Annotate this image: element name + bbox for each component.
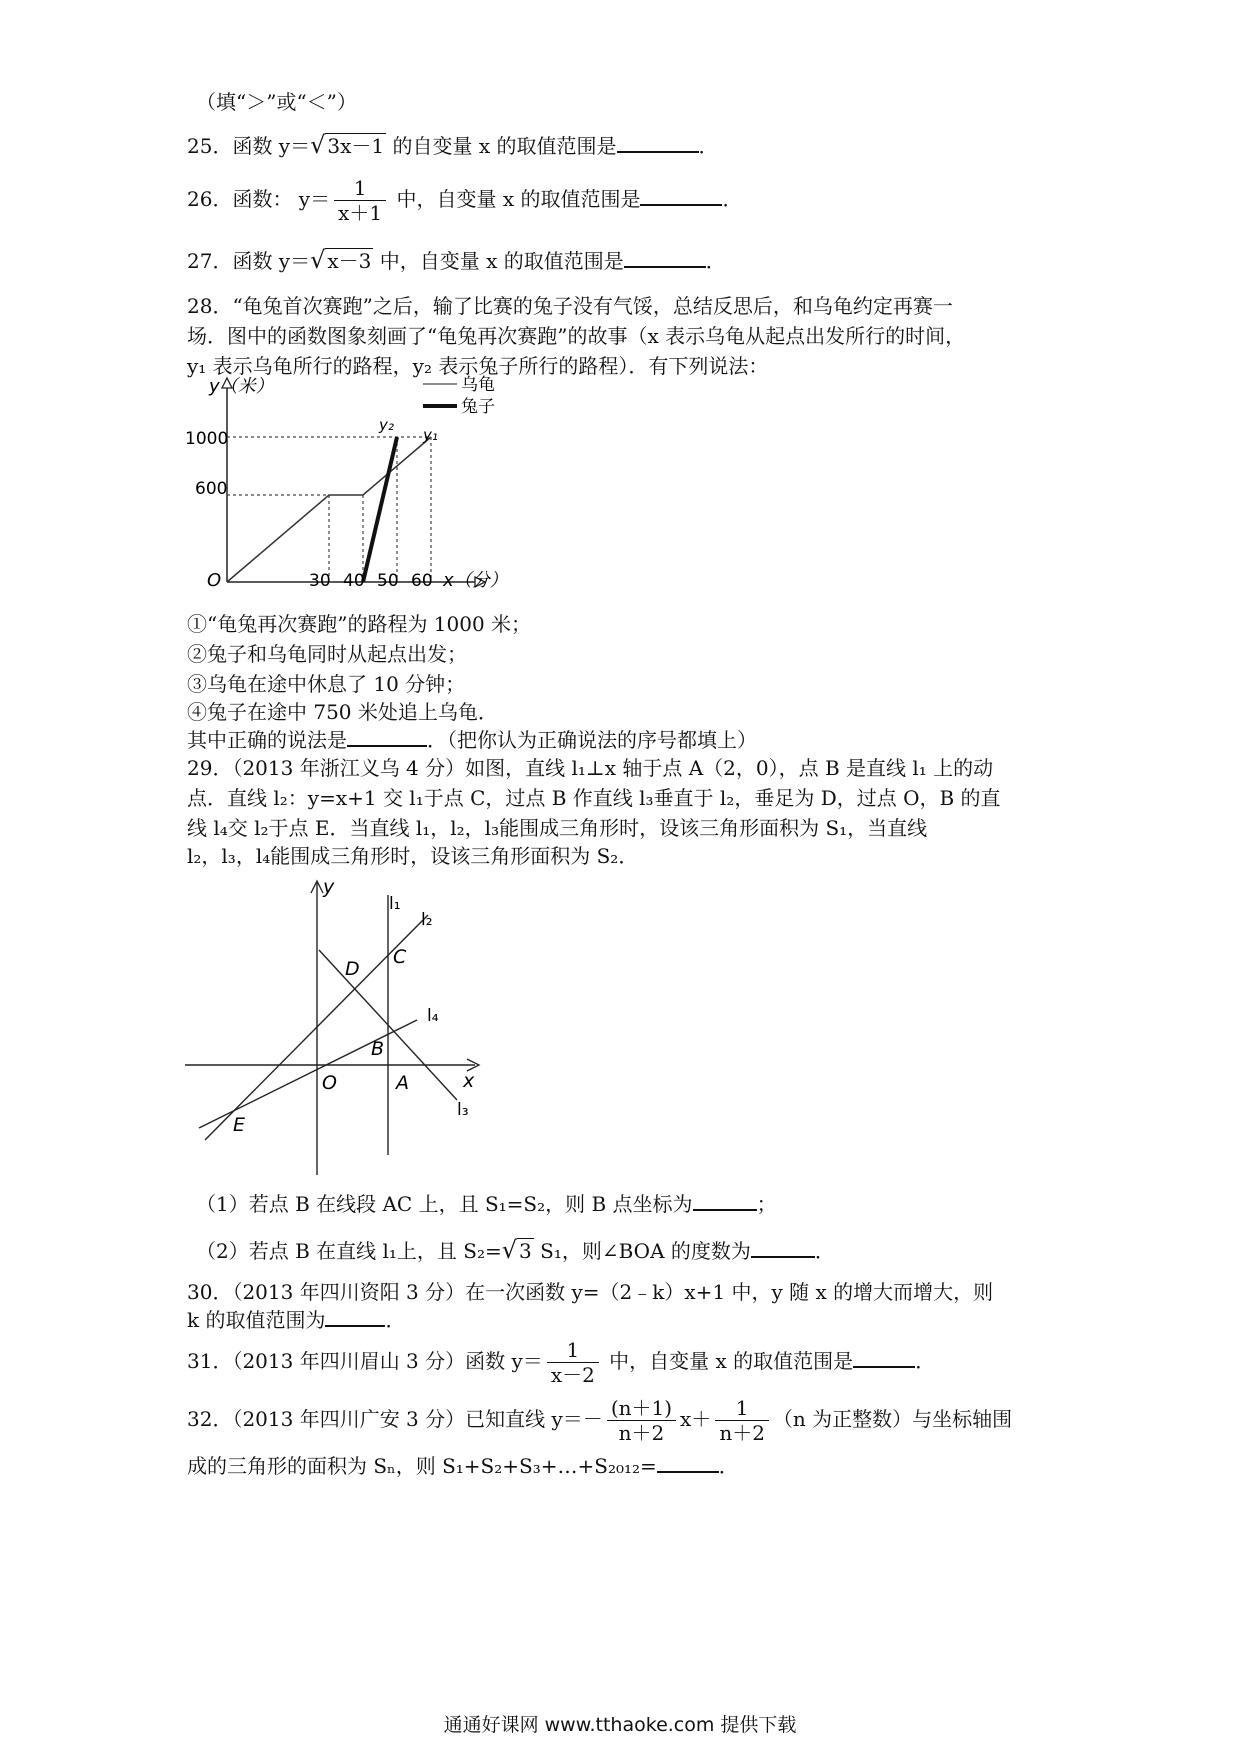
q32-fraction-1 bbox=[607, 1396, 676, 1445]
x-tick-30: 30 bbox=[309, 571, 331, 591]
label-l4: l₄ bbox=[427, 1006, 439, 1026]
q28-ask-post: ．（把你认为正确说法的序号都填上） bbox=[427, 728, 757, 752]
label-C: C bbox=[393, 946, 407, 968]
q28-statement-4: ④兔子在途中 750 米处追上乌龟． bbox=[187, 700, 498, 724]
q26-number: 26． bbox=[187, 187, 233, 211]
q32-f2-den: n＋2 bbox=[719, 1421, 765, 1445]
q26-frac-den: x＋1 bbox=[338, 201, 383, 225]
q25-pre: 函数 y＝ bbox=[232, 134, 311, 158]
q30-answer-blank[interactable] bbox=[325, 1307, 385, 1327]
q32-post: （n 为正整数）与坐标轴围 bbox=[772, 1407, 1013, 1431]
q27-number: 27． bbox=[187, 249, 233, 273]
x-tick-50: 50 bbox=[377, 571, 399, 591]
q29-p1-post: ； bbox=[756, 1192, 777, 1216]
q30-line1: 30．（2013 年四川资阳 3 分）在一次函数 y=（2﹣k）x+1 中，y 随 x 的增大而增大，则 bbox=[187, 1280, 994, 1304]
q28-line1: 28．“龟兔首次赛跑”之后，输了比赛的兔子没有气馁，总结反思后，和乌龟约定再赛一 bbox=[187, 294, 953, 318]
q31-pre: 31．（2013 年四川眉山 3 分）函数 y＝ bbox=[187, 1349, 543, 1373]
q29-part2 bbox=[196, 1236, 835, 1265]
rabbit-line-y2 bbox=[363, 437, 397, 582]
label-x: x bbox=[463, 1070, 475, 1092]
question-26 bbox=[187, 176, 742, 225]
q32-line2-post: ． bbox=[718, 1454, 739, 1478]
q31-post: 中，自变量 x 的取值范围是 bbox=[602, 1349, 854, 1373]
legend-turtle: 乌龟 bbox=[461, 375, 495, 395]
legend-rabbit: 兔子 bbox=[461, 397, 495, 417]
x-tick-40: 40 bbox=[343, 571, 365, 591]
question-25 bbox=[187, 131, 719, 160]
x-tick-60: 60 bbox=[411, 571, 433, 591]
q32-line2-pre: 成的三角形的面积为 Sₙ，则 S₁+S₂+S₃+…+S₂₀₁₂= bbox=[187, 1454, 657, 1478]
q29-p1-answer-blank[interactable] bbox=[693, 1191, 757, 1211]
label-l3: l₃ bbox=[457, 1100, 469, 1120]
q27-radicand: x－3 bbox=[327, 249, 372, 273]
x-axis-label: x（分） bbox=[443, 570, 508, 591]
q28-ask bbox=[187, 726, 757, 754]
q27-post: 中，自变量 x 的取值范围是 bbox=[373, 249, 624, 273]
label-E: E bbox=[233, 1114, 246, 1136]
q29-line4: l₂，l₃，l₄能围成三角形时，设该三角形面积为 S₂． bbox=[187, 844, 639, 868]
sqrt-sign: √ bbox=[501, 1236, 518, 1264]
q29-p2-radicand: 3 bbox=[519, 1239, 532, 1263]
q29-line2: 点．直线 l₂：y=x+1 交 l₁于点 C，过点 B 作直线 l₃垂直于 l₂，垂足为 D，过点 O，B 的直 bbox=[187, 786, 1001, 810]
label-l1: l₁ bbox=[389, 894, 401, 914]
sqrt-sign: √ bbox=[310, 246, 326, 274]
question-32 bbox=[187, 1396, 1012, 1445]
q31-frac-den: x－2 bbox=[550, 1363, 595, 1387]
question-27 bbox=[187, 246, 726, 275]
q29-p2-answer-blank[interactable] bbox=[751, 1238, 815, 1258]
race-graph bbox=[185, 370, 565, 605]
y2-label: y₂ bbox=[379, 416, 394, 434]
q29-line3: 线 l₄交 l₂于点 E．当直线 l₁，l₂，l₃能围成三角形时，设该三角形面积为 S₁，当直线 bbox=[187, 816, 928, 840]
q32-f1-num: (n＋1) bbox=[607, 1396, 676, 1421]
q32-answer-blank[interactable] bbox=[657, 1453, 719, 1473]
q28-statement-2: ②兔子和乌龟同时从起点出发； bbox=[187, 642, 467, 666]
q27-pre: 函数 y＝ bbox=[232, 249, 311, 273]
q30-line2 bbox=[187, 1306, 405, 1334]
q28-answer-blank[interactable] bbox=[347, 727, 427, 747]
q28-statement-1: ①“龟兔再次赛跑”的路程为 1000 米； bbox=[187, 612, 532, 636]
q31-frac-num: 1 bbox=[547, 1338, 599, 1363]
q28-line2: 场．图中的函数图象刻画了“龟兔再次赛跑”的故事（x 表示乌龟从起点出发所行的时间， bbox=[187, 324, 966, 348]
q31-fraction bbox=[547, 1338, 599, 1387]
q26-post: 中，自变量 x 的取值范围是 bbox=[390, 187, 641, 211]
q25-answer-blank[interactable] bbox=[617, 133, 699, 153]
q31-answer-blank[interactable] bbox=[853, 1348, 915, 1368]
lines-figure bbox=[185, 875, 495, 1180]
q26-end: ． bbox=[722, 187, 743, 211]
q32-f2-num: 1 bbox=[715, 1396, 769, 1421]
label-A: A bbox=[396, 1072, 409, 1094]
q30-line2-post: ． bbox=[385, 1308, 406, 1332]
question-31 bbox=[187, 1338, 935, 1387]
q25-number: 25． bbox=[187, 134, 233, 158]
label-O: O bbox=[322, 1072, 337, 1094]
q29-part1 bbox=[196, 1190, 777, 1218]
guide-lines bbox=[227, 437, 431, 582]
q32-f1-den: n＋2 bbox=[618, 1421, 665, 1445]
q29-p2-post: S₁，则∠BOA 的度数为 bbox=[533, 1239, 751, 1263]
sqrt-sign: √ bbox=[310, 131, 326, 159]
q32-mid: x＋ bbox=[680, 1407, 712, 1431]
q27-end: ． bbox=[705, 249, 726, 273]
q25-post: 的自变量 x 的取值范围是 bbox=[386, 134, 617, 158]
q32-fraction-2 bbox=[715, 1396, 769, 1445]
label-B: B bbox=[371, 1038, 385, 1060]
q25-end: ． bbox=[698, 134, 719, 158]
label-y: y bbox=[323, 876, 335, 898]
q26-pre: 函数： y＝ bbox=[232, 187, 331, 211]
fill-hint: （填“＞”或“＜”） bbox=[196, 90, 357, 114]
q31-end: ． bbox=[915, 1349, 936, 1373]
y-axis-label: y（米） bbox=[209, 376, 274, 397]
q32-line2 bbox=[187, 1452, 739, 1480]
q25-radicand: 3x－1 bbox=[327, 134, 385, 158]
q29-p2-pre: （2）若点 B 在直线 l₁上，且 S₂= bbox=[196, 1239, 502, 1263]
q29-p2-end: ． bbox=[814, 1239, 835, 1263]
page-footer: 通通好课网 www.tthaoke.com 提供下载 bbox=[443, 1714, 797, 1736]
q28-line3: y₁ 表示乌龟所行的路程，y₂ 表示兔子所行的路程）．有下列说法： bbox=[187, 354, 769, 378]
label-l2: l₂ bbox=[421, 910, 433, 930]
q29-line1: 29．（2013 年浙江义乌 4 分）如图，直线 l₁⊥x 轴于点 A（2，0），点 B 是直线 l₁ 上的动 bbox=[187, 756, 994, 780]
origin-label: O bbox=[207, 570, 222, 591]
y-tick-1000: 1000 bbox=[185, 429, 229, 449]
y1-label: y₁ bbox=[423, 426, 438, 444]
q29-p1-pre: （1）若点 B 在线段 AC 上，且 S₁=S₂，则 B 点坐标为 bbox=[196, 1192, 693, 1216]
q28-ask-pre: 其中正确的说法是 bbox=[187, 728, 347, 752]
q28-statement-3: ③乌龟在途中休息了 10 分钟； bbox=[187, 672, 466, 696]
label-D: D bbox=[345, 958, 360, 980]
q32-pre: 32．（2013 年四川广安 3 分）已知直线 y＝－ bbox=[187, 1407, 603, 1431]
y-tick-600: 600 bbox=[195, 479, 228, 499]
q30-line2-pre: k 的取值范围为 bbox=[187, 1308, 326, 1332]
q26-frac-num: 1 bbox=[334, 176, 386, 201]
q26-fraction bbox=[334, 176, 386, 225]
q26-answer-blank[interactable] bbox=[640, 186, 722, 206]
q27-answer-blank[interactable] bbox=[624, 248, 706, 268]
